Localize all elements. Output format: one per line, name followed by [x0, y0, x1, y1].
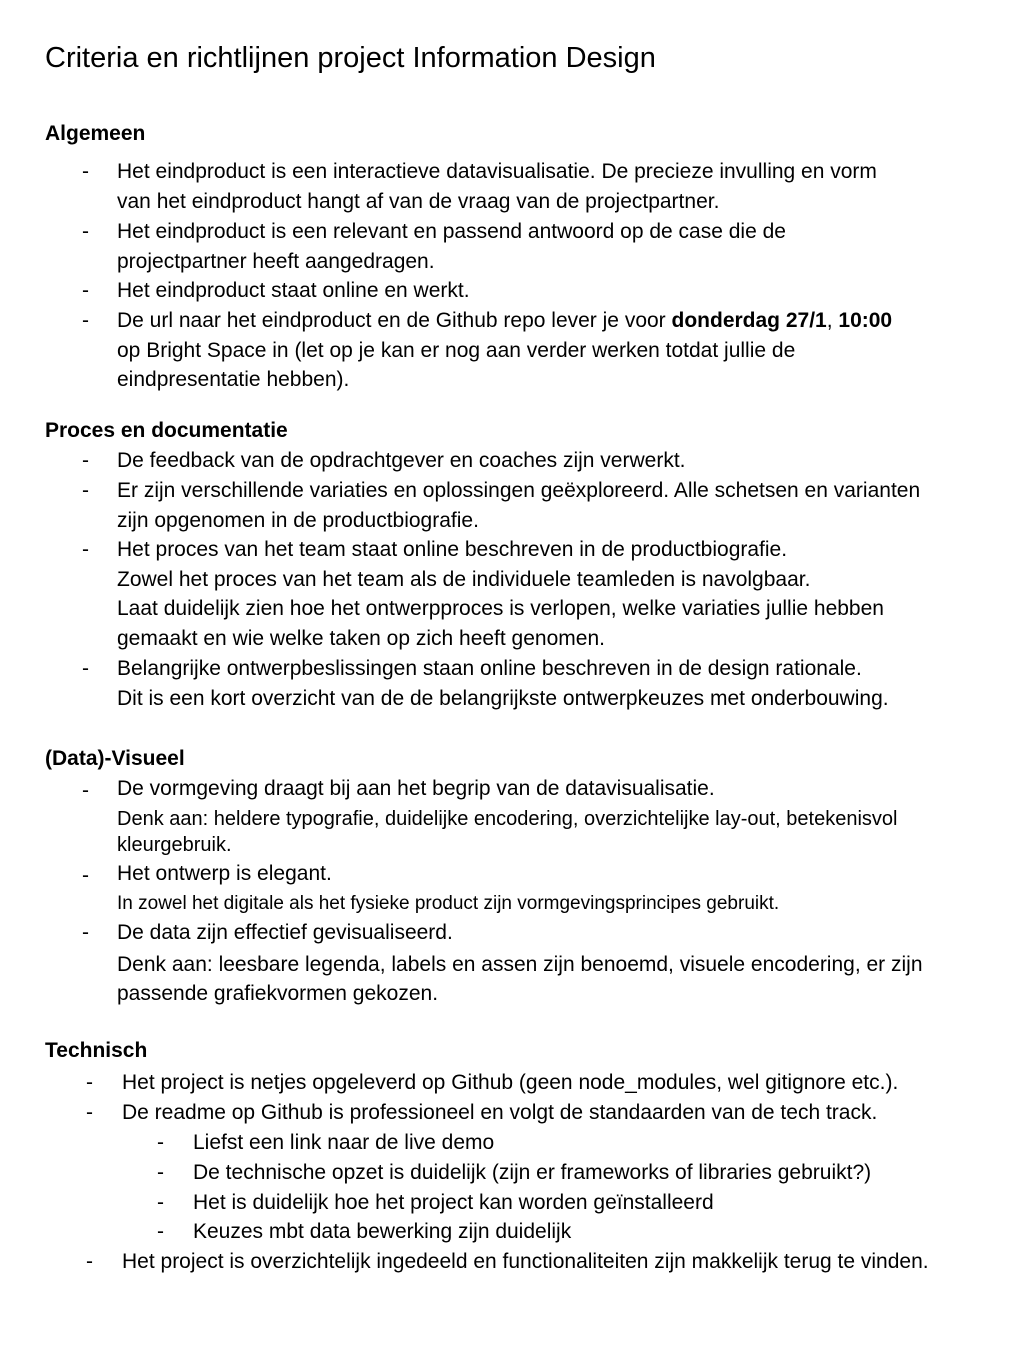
bullet-dash: - — [86, 1250, 93, 1273]
list-item-line: Denk aan: leesbare legenda, labels en assen zijn benoemd, visuele encodering, er zijn — [117, 952, 923, 976]
list-item-line: Het eindproduct staat online en werkt. — [117, 279, 470, 302]
list-item-line: De feedback van de opdrachtgever en coaches zijn verwerkt. — [117, 449, 686, 472]
bullet-dash: - — [82, 921, 89, 944]
list-item-line: Het project is netjes opgeleverd op Github (geen node_modules, wel gitignore etc.). — [122, 1071, 899, 1094]
bullet-dash: - — [157, 1191, 164, 1214]
bullet-dash: - — [82, 449, 89, 472]
list-item-line: van het eindproduct hangt af van de vraag van de projectpartner. — [117, 189, 720, 213]
list-item-line: Er zijn verschillende variaties en oplossingen geëxploreerd. Alle schetsen en varianten — [117, 479, 921, 502]
bullet-dash: - — [86, 1101, 93, 1124]
list-item-line: De readme op Github is professioneel en volgt de standaarden van de tech track. — [122, 1101, 878, 1124]
deadline-text: De url naar het eindproduct en de Github repo lever je voor — [117, 309, 672, 332]
bullet-dash: - — [82, 309, 89, 332]
list-item-line: In zowel het digitale als het fysieke product zijn vormgevingsprincipes gebruikt. — [117, 893, 780, 914]
list-item-line: zijn opgenomen in de productbiografie. — [117, 508, 479, 532]
page-title: Criteria en richtlijnen project Information Design — [45, 42, 656, 74]
bullet-dash: - — [157, 1131, 164, 1154]
list-item-line: Laat duidelijk zien hoe het ontwerpproces is verlopen, welke variaties jullie hebben — [117, 597, 884, 621]
bullet-dash: - — [157, 1220, 164, 1243]
list-item-line: Zowel het proces van het team als de individuele teamleden is navolgbaar. — [117, 567, 811, 591]
bullet-dash: - — [82, 160, 89, 183]
sub-list-item-line: Het is duidelijk hoe het project kan worden geïnstalleerd — [193, 1191, 714, 1214]
list-item-line: Het proces van het team staat online beschreven in de productbiografie. — [117, 538, 788, 561]
section-heading-technisch: Technisch — [45, 1039, 148, 1062]
list-item-line: De data zijn effectief gevisualiseerd. — [117, 921, 453, 944]
section-heading-algemeen: Algemeen — [45, 122, 146, 145]
bullet-dash: - — [82, 479, 89, 502]
list-item-line: kleurgebruik. — [117, 834, 232, 856]
list-item-line: Denk aan: heldere typografie, duidelijke encodering, overzichtelijke lay-out, betekenisvol — [117, 808, 898, 830]
deadline-day: donderdag 27/1 — [671, 309, 827, 332]
bullet-dash: - — [82, 657, 89, 680]
deadline-comma: , — [826, 309, 839, 332]
list-item-line: passende grafiekvormen gekozen. — [117, 982, 439, 1006]
list-item-line: projectpartner heeft aangedragen. — [117, 249, 435, 273]
deadline-time: 10:00 — [838, 309, 893, 332]
bullet-dash: - — [157, 1161, 164, 1184]
bullet-dash: - — [82, 538, 89, 561]
list-item-line: Belangrijke ontwerpbeslissingen staan online beschreven in de design rationale. — [117, 657, 862, 680]
section-heading-visueel: (Data)-Visueel — [45, 747, 185, 770]
list-item-line: Dit is een kort overzicht van de de belangrijkste ontwerpkeuzes met onderbouwing. — [117, 686, 889, 710]
list-item-line: Het eindproduct is een relevant en passend antwoord op de case die de — [117, 220, 786, 243]
bullet-dash: - — [86, 1071, 93, 1094]
sub-list-item-line: De technische opzet is duidelijk (zijn er frameworks of libraries gebruikt?) — [193, 1161, 872, 1184]
list-item-line: op Bright Space in (let op je kan er nog aan verder werken totdat jullie de — [117, 338, 796, 362]
list-item-line: Het project is overzichtelijk ingedeeld en functionaliteiten zijn makkelijk terug te vinden. — [122, 1250, 929, 1273]
section-heading-proces: Proces en documentatie — [45, 419, 288, 442]
list-item-line: De vormgeving draagt bij aan het begrip van de datavisualisatie. — [117, 777, 715, 800]
sub-list-item-line: Liefst een link naar de live demo — [193, 1131, 495, 1154]
bullet-dash: - — [82, 779, 89, 802]
bullet-dash: - — [82, 220, 89, 243]
list-item-line: Het eindproduct is een interactieve datavisualisatie. De precieze invulling en vorm — [117, 160, 877, 183]
list-item-line — [117, 306, 997, 336]
list-item-line: gemaakt en wie welke taken op zich heeft genomen. — [117, 627, 605, 651]
list-item-line: Het ontwerp is elegant. — [117, 862, 332, 885]
list-item-line: eindpresentatie hebben). — [117, 368, 350, 392]
bullet-dash: - — [82, 279, 89, 302]
bullet-dash: - — [82, 864, 89, 887]
sub-list-item-line: Keuzes mbt data bewerking zijn duidelijk — [193, 1220, 572, 1243]
